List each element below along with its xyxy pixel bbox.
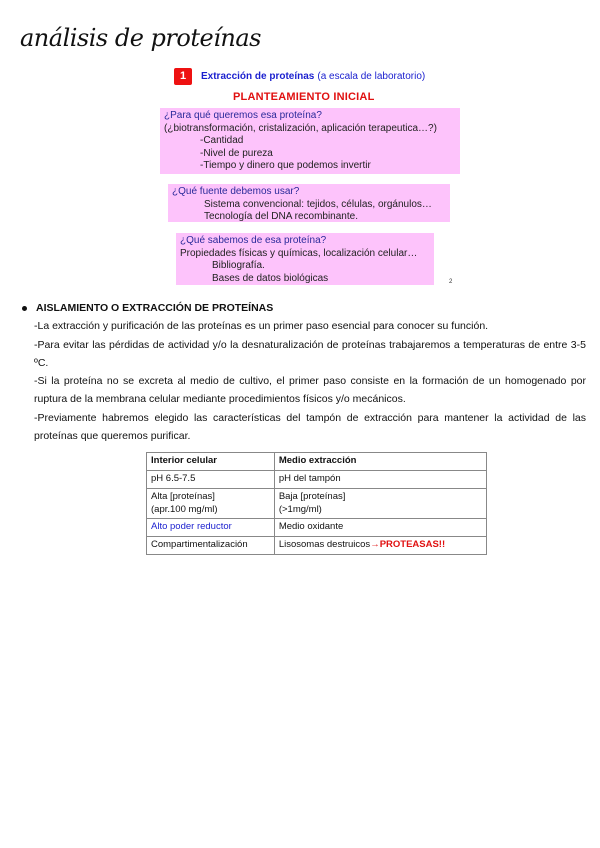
page-title: análisis de proteínas xyxy=(20,24,261,52)
table-row xyxy=(147,471,487,489)
box2-item: Sistema convencional: tejidos, células, orgánulos… xyxy=(204,198,432,210)
table-cell xyxy=(274,537,486,555)
box1-item: -Nivel de pureza xyxy=(200,147,273,159)
table-header-row xyxy=(147,453,487,471)
bullet-icon xyxy=(22,306,27,311)
question-box-source xyxy=(168,184,450,222)
section-paragraph: -La extracción y purificación de las proteínas es un primer paso esencial para conocer su función. xyxy=(34,320,489,333)
question-box-knowledge xyxy=(176,233,434,285)
comparison-table xyxy=(146,452,487,555)
extraction-section xyxy=(20,299,586,445)
box1-line2: (¿biotransformación, cristalización, aplicación terapeutica…?) xyxy=(164,122,437,134)
table-cell xyxy=(274,489,486,519)
slide-page-number: 2 xyxy=(449,279,453,285)
table-cell: Compartimentalización xyxy=(147,537,275,555)
box3-item: Bases de datos biológicas xyxy=(212,272,329,284)
planteamiento-heading: PLANTEAMIENTO INICIAL xyxy=(233,91,375,103)
table-cell-line: Baja [proteínas] xyxy=(278,491,346,502)
table-header-cell: Medio extracción xyxy=(274,453,486,471)
box2-question: ¿Qué fuente debemos usar? xyxy=(172,186,300,197)
section-heading-text: AISLAMIENTO O EXTRACCIÓN DE PROTEÍNAS xyxy=(36,302,274,314)
table-cell-line: (>1mg/ml) xyxy=(278,503,322,515)
box1-item: -Tiempo y dinero que podemos invertir xyxy=(200,160,371,171)
table-cell-text: Lisosomas destruicos xyxy=(278,539,371,550)
slide-header-title: Extracción de proteínas xyxy=(201,71,315,82)
slide-header-subtitle: (a escala de laboratorio) xyxy=(317,71,426,82)
table-cell-line: Alta [proteínas] xyxy=(151,491,215,502)
table-cell-line: (apr.100 mg/ml) xyxy=(151,503,218,515)
section-paragraph: -Para evitar las pérdidas de actividad y/o la desnaturalización de proteínas trabajaremos a temperaturas de entre 3-5 ºC. xyxy=(34,338,586,369)
table-cell: Alto poder reductor xyxy=(147,519,275,537)
table-header-cell: Interior celular xyxy=(147,453,275,471)
proteasas-emphasis: PROTEASAS!! xyxy=(379,539,446,550)
box1-item: -Cantidad xyxy=(200,135,244,146)
section-paragraph: -Si la proteína no se excreta al medio de cultivo, el primer paso consiste en la formación de un homogenado por ruptura de la membrana celular mediante procedimientos físicos y/o mecánicos. xyxy=(34,375,586,406)
slide-header xyxy=(174,68,425,85)
section-paragraph: -Previamente habremos elegido las características del tampón de extracción para mantener la actividad de las proteínas que queremos purificar. xyxy=(34,411,586,443)
box1-question: ¿Para qué queremos esa proteína? xyxy=(164,110,322,121)
arrow-right-icon: → xyxy=(370,539,380,550)
table-row xyxy=(147,519,487,537)
box3-line2: Propiedades físicas y químicas, localización celular… xyxy=(180,247,418,259)
box3-item: Bibliografía. xyxy=(212,260,265,271)
question-box-purpose xyxy=(160,108,460,174)
table-row xyxy=(147,489,487,519)
box3-question: ¿Qué sabemos de esa proteína? xyxy=(180,235,327,246)
slide-number-badge: 1 xyxy=(174,68,192,85)
table-cell: Medio oxidante xyxy=(274,519,486,537)
table-row xyxy=(147,537,487,555)
table-cell: pH 6.5-7.5 xyxy=(147,471,275,489)
table-cell xyxy=(147,489,275,519)
table-cell: pH del tampón xyxy=(274,471,486,489)
section-heading xyxy=(20,299,586,317)
box2-item: Tecnología del DNA recombinante. xyxy=(204,211,358,222)
